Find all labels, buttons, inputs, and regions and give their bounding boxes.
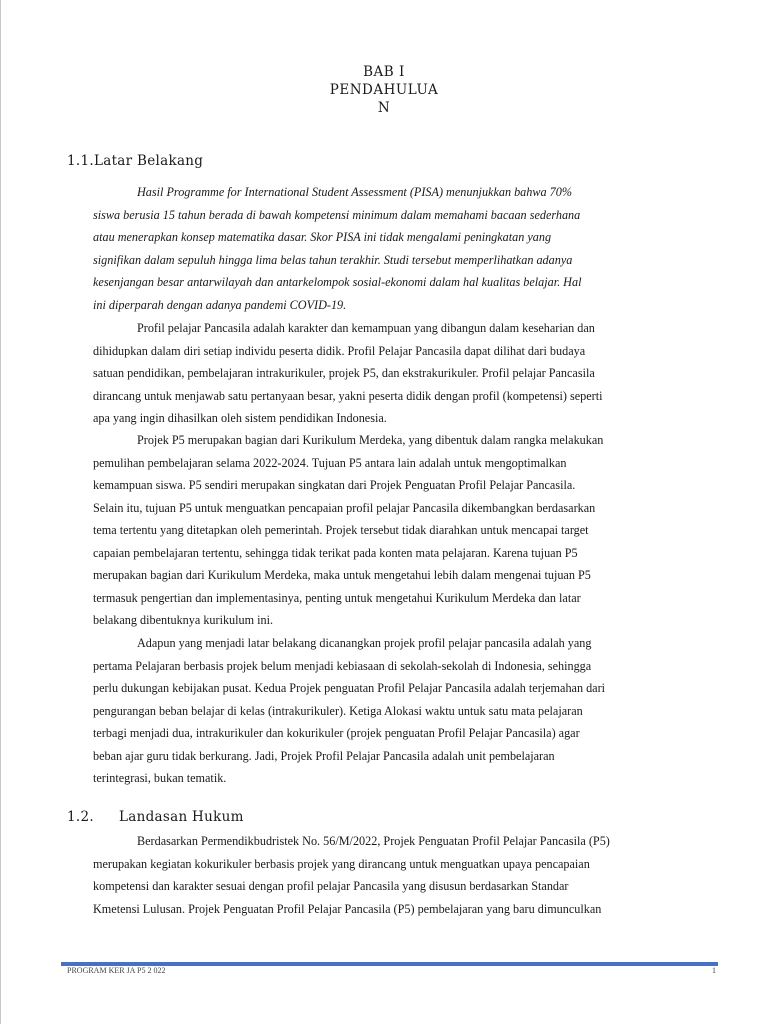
paragraph-line: merupakan bagian dari Kurikulum Merdeka, maka untuk mengetahui lebih dalam mengenai tujuan P5 <box>93 568 591 582</box>
paragraph-line: Kmetensi Lulusan. Projek Penguatan Profil Pelajar Pancasila (P5) pembelajaran yang baru dimunculkan <box>93 901 602 916</box>
chapter-number: BAB I <box>363 64 405 80</box>
chapter-name: PENDAHULUA <box>329 82 439 98</box>
paragraph-line: terbagi menjadi dua, intrakurikuler dan kokurikuler (projek penguatan Profil Pelajar Pancasila) agar <box>93 726 580 740</box>
paragraph-line: Hasil Programme for International Student Assessment (PISA) menunjukkan bahwa 70% <box>137 185 572 199</box>
paragraph-line: Projek P5 merupakan bagian dari Kurikulum Merdeka, yang dibentuk dalam rangka melakukan <box>137 433 604 447</box>
paragraph-line: kompetensi dan karakter sesuai dengan profil pelajar Pancasila yang disusun berdasarkan Standar <box>93 879 569 893</box>
paragraph-line: belakang dibentuknya kurikulum ini. <box>93 613 274 627</box>
page-edge <box>0 0 1 1024</box>
paragraph-line: signifikan dalam sepuluh hingga lima belas tahun terakhir. Studi tersebut memperlihatkan adanya <box>93 252 573 267</box>
section-heading-landasan-hukum: Landasan Hukum <box>119 809 244 825</box>
paragraph-line: kesenjangan besar antarwilayah dan antarkelompok sosial-ekonomi dalam hal kualitas belajar. Hal <box>93 275 582 289</box>
paragraph-line: Profil pelajar Pancasila adalah karakter dan kemampuan yang dibangun dalam keseharian dan <box>137 321 595 335</box>
paragraph-line: pengurangan beban belajar di kelas (intrakurikuler). Ketiga Alokasi waktu untuk satu mata pelajaran <box>93 703 583 718</box>
paragraph-line: perlu dukungan kebijakan pusat. Kedua Projek penguatan Profil Pelajar Pancasila adalah terjemahan dari <box>93 681 606 695</box>
footer-label: PROGRAM KER JA P5 2 022 <box>67 966 166 975</box>
chapter-name-wrap: N <box>377 100 391 116</box>
paragraph-line: tema tertentu yang ditetapkan oleh pemerintah. Projek tersebut tidak diarahkan untuk mencapai target <box>93 523 589 537</box>
paragraph-line: terintegrasi, bukan tematik. <box>93 771 227 785</box>
paragraph-line: Selain itu, tujuan P5 untuk menguatkan pencapaian profil pelajar Pancasila dikembangkan berdasarkan <box>93 500 596 515</box>
paragraph-line: atau menerapkan konsep matematika dasar. Skor PISA ini tidak mengalami peningkatan yang <box>93 230 552 244</box>
page-number: 1 <box>712 966 716 975</box>
paragraph-line: merupakan kegiatan kokurikuler berbasis projek yang dirancang untuk menguatkan upaya pencapaian <box>93 856 590 871</box>
paragraph-line: Berdasarkan Permendikbudristek No. 56/M/2022, Projek Penguatan Profil Pelajar Pancasila (P5) <box>137 834 610 848</box>
paragraph-line: beban ajar guru tidak berkurang. Jadi, Projek Profil Pelajar Pancasila adalah unit pembelajaran <box>93 748 555 763</box>
section-heading-latar-belakang: 1.1.Latar Belakang <box>67 153 204 169</box>
paragraph-line: siswa berusia 15 tahun berada di bawah kompetensi minimum dalam memahami bacaan sederhana <box>93 207 581 222</box>
paragraph-line: pertama Pelajaran berbasis projek belum menjadi kebiasaan di sekolah-sekolah di Indonesia, sehingga <box>93 658 592 673</box>
paragraph-line: pemulihan pembelajaran selama 2022-2024. Tujuan P5 antara lain adalah untuk mengoptimalkan <box>93 455 567 470</box>
paragraph-line: dihidupkan dalam diri setiap individu peserta didik. Profil Pelajar Pancasila dapat dilihat dari budaya <box>93 343 586 358</box>
paragraph-line: satuan pendidikan, pembelajaran intrakurikuler, projek P5, dan ekstrakurikuler. Profil pelajar Pancasila <box>93 366 595 380</box>
paragraph-line: ini diperparah dengan adanya pandemi COVID-19. <box>93 297 347 312</box>
paragraph-line: kemampuan siswa. P5 sendiri merupakan singkatan dari Projek Penguatan Profil Pelajar Pancasila. <box>93 478 576 492</box>
section-number-landasan-hukum: 1.2. <box>67 809 94 825</box>
paragraph-line: capaian pembelajaran tertentu, sehingga tidak terikat pada konten mata pelajaran. Karena tujuan P5 <box>93 545 578 560</box>
paragraph-line: apa yang ingin dihasilkan oleh sistem pendidikan Indonesia. <box>93 411 387 425</box>
paragraph-line: termasuk pengertian dan implementasinya, penting untuk mengetahui Kurikulum Merdeka dan latar <box>93 590 581 605</box>
paragraph-line: Adapun yang menjadi latar belakang dicanangkan projek profil pelajar pancasila adalah yang <box>137 636 592 650</box>
paragraph-line: dirancang untuk menjawab satu pertanyaan besar, yakni peserta didik dengan profil (kompetensi) seperti <box>93 388 603 403</box>
